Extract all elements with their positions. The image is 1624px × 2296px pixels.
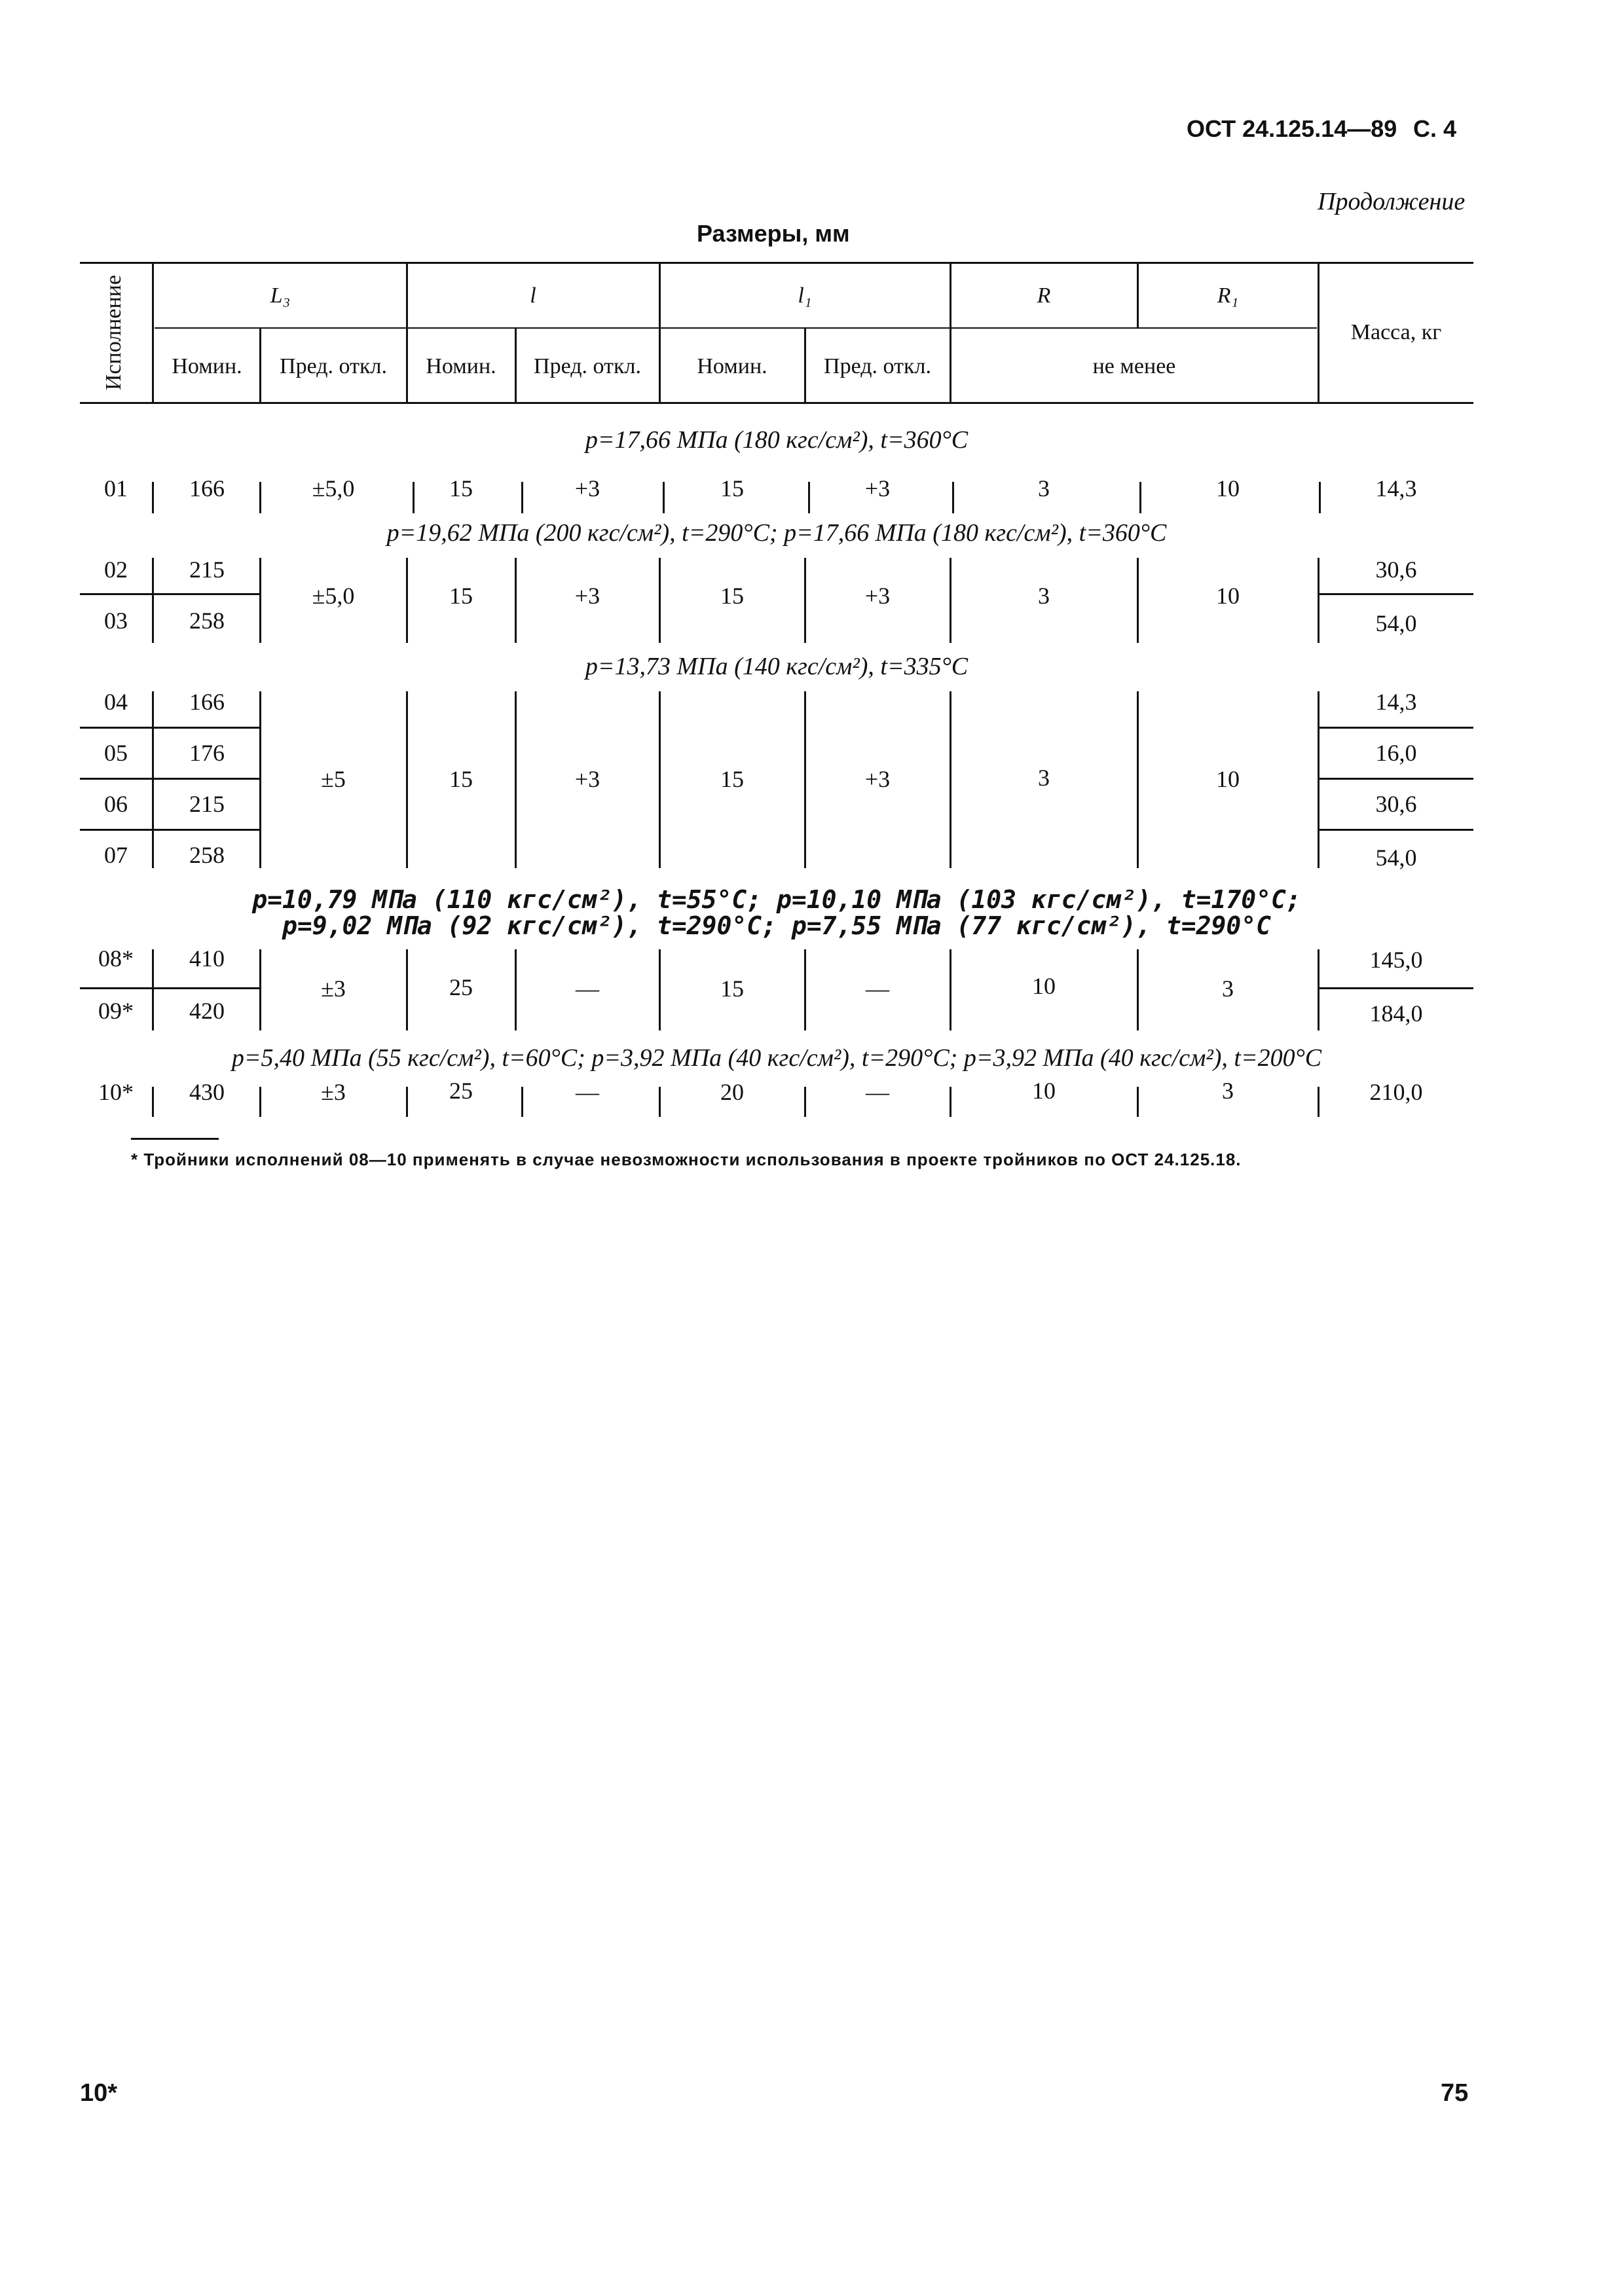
row-divider bbox=[950, 1087, 951, 1117]
cell-L3-tol: ±5,0 bbox=[312, 583, 355, 609]
row-divider bbox=[406, 949, 408, 1030]
table-top-rule bbox=[80, 262, 1473, 264]
row-divider bbox=[950, 558, 951, 643]
cell-l-nom: 15 bbox=[449, 766, 473, 792]
pressure-condition: p=17,66 МПа (180 кгс/см²), t=360°C bbox=[585, 426, 969, 454]
cell-l1-tol: — bbox=[866, 975, 889, 1002]
cell-l1-tol: +3 bbox=[864, 583, 891, 609]
cell-l-tol: +3 bbox=[574, 475, 600, 501]
cell-execution: 09* bbox=[98, 998, 134, 1024]
cell-l1-nom: 15 bbox=[720, 766, 744, 792]
header-nomin: Номин. bbox=[172, 354, 242, 378]
row-divider bbox=[259, 482, 261, 513]
row-divider bbox=[808, 482, 810, 513]
pressure-condition: p=13,73 МПа (140 кгс/см²), t=335°C bbox=[585, 653, 969, 680]
row-divider bbox=[804, 558, 806, 643]
row-divider bbox=[152, 1087, 154, 1117]
cell-execution: 08* bbox=[98, 945, 134, 972]
cell-L3-nom: 258 bbox=[189, 842, 225, 868]
table-title: Размеры, мм bbox=[697, 220, 850, 247]
page-number: 75 bbox=[1441, 2079, 1469, 2107]
row-divider bbox=[515, 558, 517, 643]
cell-L3-nom: 166 bbox=[189, 475, 225, 501]
row-divider bbox=[663, 482, 665, 513]
document-code: ОСТ 24.125.14—89 bbox=[1187, 115, 1397, 142]
row-divider bbox=[659, 558, 661, 643]
header-ne-menee: не менее bbox=[1092, 354, 1176, 378]
row-divider bbox=[659, 949, 661, 1030]
row-divider bbox=[259, 691, 261, 868]
header-pred-otkl: Пред. откл. bbox=[534, 354, 641, 378]
cell-mass: 14,3 bbox=[1375, 475, 1417, 501]
cell-L3-nom: 215 bbox=[189, 556, 225, 583]
header-R: R bbox=[1037, 283, 1051, 308]
header-divider bbox=[152, 263, 154, 402]
cell-mass: 54,0 bbox=[1375, 845, 1417, 871]
cell-mass: 184,0 bbox=[1369, 1000, 1423, 1027]
row-separator bbox=[80, 829, 261, 831]
pressure-condition: p=9,02 МПа (92 кгс/см²), t=290°C; p=7,55 МПа (77 кгс/см²), t=290°C bbox=[282, 911, 1271, 940]
cell-execution: 10* bbox=[98, 1079, 134, 1105]
cell-l-tol: +3 bbox=[574, 583, 600, 609]
cell-R1: 10 bbox=[1216, 475, 1240, 501]
header-mass: Масса, кг bbox=[1350, 320, 1442, 344]
row-divider bbox=[413, 482, 415, 513]
cell-mass: 54,0 bbox=[1375, 610, 1417, 636]
cell-R1: 10 bbox=[1216, 583, 1240, 609]
row-divider bbox=[259, 1087, 261, 1117]
cell-execution: 06 bbox=[104, 791, 128, 817]
cell-l1-nom: 20 bbox=[720, 1079, 744, 1105]
footer-left-mark: 10* bbox=[80, 2079, 118, 2107]
cell-l1-tol: +3 bbox=[864, 766, 891, 792]
cell-l-tol: +3 bbox=[574, 766, 600, 792]
footnote-rule bbox=[131, 1138, 219, 1140]
cell-execution: 07 bbox=[104, 842, 128, 868]
row-divider bbox=[1318, 558, 1320, 643]
row-divider bbox=[406, 691, 408, 868]
row-divider bbox=[1319, 482, 1321, 513]
row-divider bbox=[259, 558, 261, 643]
cell-R: 3 bbox=[1038, 475, 1050, 501]
row-divider bbox=[1137, 558, 1139, 643]
row-divider bbox=[1137, 691, 1139, 868]
cell-R1: 10 bbox=[1216, 766, 1240, 792]
row-divider bbox=[1318, 1087, 1320, 1117]
cell-mass: 210,0 bbox=[1369, 1079, 1423, 1105]
cell-R: 10 bbox=[1032, 973, 1056, 999]
header-nomin: Номин. bbox=[697, 354, 767, 378]
row-divider bbox=[515, 949, 517, 1030]
cell-l1-tol: — bbox=[866, 1079, 889, 1105]
pressure-condition: p=5,40 МПа (55 кгс/см²), t=60°C; p=3,92 МПа (40 кгс/см²), t=290°C; p=3,92 МПа (40 кгс/см²), t=200°C bbox=[231, 1044, 1322, 1072]
cell-l1-nom: 15 bbox=[720, 475, 744, 501]
pressure-condition: p=19,62 МПа (200 кгс/см²), t=290°C; p=17,66 МПа (180 кгс/см²), t=360°C bbox=[386, 519, 1167, 547]
row-separator bbox=[80, 987, 261, 989]
row-separator bbox=[1319, 987, 1473, 989]
cell-R1: 3 bbox=[1222, 1078, 1234, 1104]
row-separator bbox=[1319, 727, 1473, 729]
cell-L3-nom: 410 bbox=[189, 945, 225, 972]
cell-l-nom: 15 bbox=[449, 475, 473, 501]
cell-L3-nom: 215 bbox=[189, 791, 225, 817]
cell-mass: 30,6 bbox=[1375, 556, 1417, 583]
row-separator bbox=[80, 727, 261, 729]
cell-l1-nom: 15 bbox=[720, 583, 744, 609]
row-divider bbox=[1139, 482, 1141, 513]
row-separator bbox=[1319, 593, 1473, 595]
cell-L3-nom: 430 bbox=[189, 1079, 225, 1105]
row-separator bbox=[1319, 778, 1473, 780]
row-divider bbox=[152, 558, 154, 643]
cell-l1-tol: +3 bbox=[864, 475, 891, 501]
header-group-rule bbox=[155, 327, 1317, 329]
cell-execution: 02 bbox=[104, 556, 128, 583]
cell-L3-nom: 258 bbox=[189, 608, 225, 634]
cell-mass: 145,0 bbox=[1369, 947, 1423, 973]
row-divider bbox=[515, 691, 517, 868]
footnote-text: * Тройники исполнений 08—10 применять в случае невозможности использования в проекте тройников по ОСТ 24.125.18. bbox=[131, 1150, 1242, 1169]
header-pred-otkl: Пред. откл. bbox=[824, 354, 931, 378]
cell-R: 3 bbox=[1038, 765, 1050, 791]
row-divider bbox=[1137, 949, 1139, 1030]
cell-L3-nom: 420 bbox=[189, 998, 225, 1024]
header-pred-otkl: Пред. откл. bbox=[280, 354, 387, 378]
row-divider bbox=[1137, 1087, 1139, 1117]
header-l1: l₁ bbox=[798, 283, 812, 308]
cell-L3-tol: ±3 bbox=[321, 975, 346, 1002]
row-divider bbox=[152, 691, 154, 868]
row-divider bbox=[950, 949, 951, 1030]
page-reference: С. 4 bbox=[1413, 115, 1457, 142]
cell-execution: 04 bbox=[104, 689, 128, 715]
cell-execution: 03 bbox=[104, 608, 128, 634]
row-divider bbox=[659, 1087, 661, 1117]
cell-execution: 05 bbox=[104, 740, 128, 766]
cell-l-nom: 15 bbox=[449, 583, 473, 609]
cell-l-tol: — bbox=[576, 975, 599, 1002]
row-divider bbox=[521, 1087, 523, 1117]
cell-L3-tol: ±5,0 bbox=[312, 475, 355, 501]
header-nomin: Номин. bbox=[426, 354, 496, 378]
row-divider bbox=[1318, 949, 1320, 1030]
cell-execution: 01 bbox=[104, 475, 128, 501]
row-divider bbox=[804, 1087, 806, 1117]
cell-l1-nom: 15 bbox=[720, 975, 744, 1002]
execution-column-header: Исполнение bbox=[101, 274, 126, 391]
row-separator bbox=[80, 778, 261, 780]
row-divider bbox=[152, 949, 154, 1030]
cell-l-tol: — bbox=[576, 1079, 599, 1105]
cell-L3-nom: 166 bbox=[189, 689, 225, 715]
cell-L3-tol: ±3 bbox=[321, 1079, 346, 1105]
cell-R: 10 bbox=[1032, 1078, 1056, 1104]
row-divider bbox=[659, 691, 661, 868]
cell-l-nom: 25 bbox=[449, 974, 473, 1000]
cell-mass: 14,3 bbox=[1375, 689, 1417, 715]
cell-R: 3 bbox=[1038, 583, 1050, 609]
row-divider bbox=[259, 949, 261, 1030]
cell-L3-tol: ±5 bbox=[321, 766, 346, 792]
cell-l-nom: 25 bbox=[449, 1078, 473, 1104]
row-divider bbox=[406, 1087, 408, 1117]
row-divider bbox=[406, 558, 408, 643]
row-divider bbox=[804, 949, 806, 1030]
cell-mass: 16,0 bbox=[1375, 740, 1417, 766]
continuation-label: Продолжение bbox=[1318, 188, 1466, 215]
pressure-condition: p=10,79 МПа (110 кгс/см²), t=55°C; p=10,10 МПа (103 кгс/см²), t=170°C; bbox=[252, 885, 1301, 914]
header-L3: L₃ bbox=[270, 283, 291, 308]
row-divider bbox=[952, 482, 954, 513]
row-divider bbox=[804, 691, 806, 868]
row-divider bbox=[521, 482, 523, 513]
row-separator bbox=[1319, 829, 1473, 831]
header-R1: R₁ bbox=[1217, 283, 1239, 308]
header-bottom-rule bbox=[80, 402, 1473, 404]
row-divider bbox=[152, 482, 154, 513]
header-l: l bbox=[530, 283, 536, 308]
row-divider bbox=[950, 691, 951, 868]
row-separator bbox=[80, 593, 261, 595]
cell-mass: 30,6 bbox=[1375, 791, 1417, 817]
cell-R1: 3 bbox=[1222, 975, 1234, 1002]
cell-L3-nom: 176 bbox=[189, 740, 225, 766]
row-divider bbox=[1318, 691, 1320, 868]
